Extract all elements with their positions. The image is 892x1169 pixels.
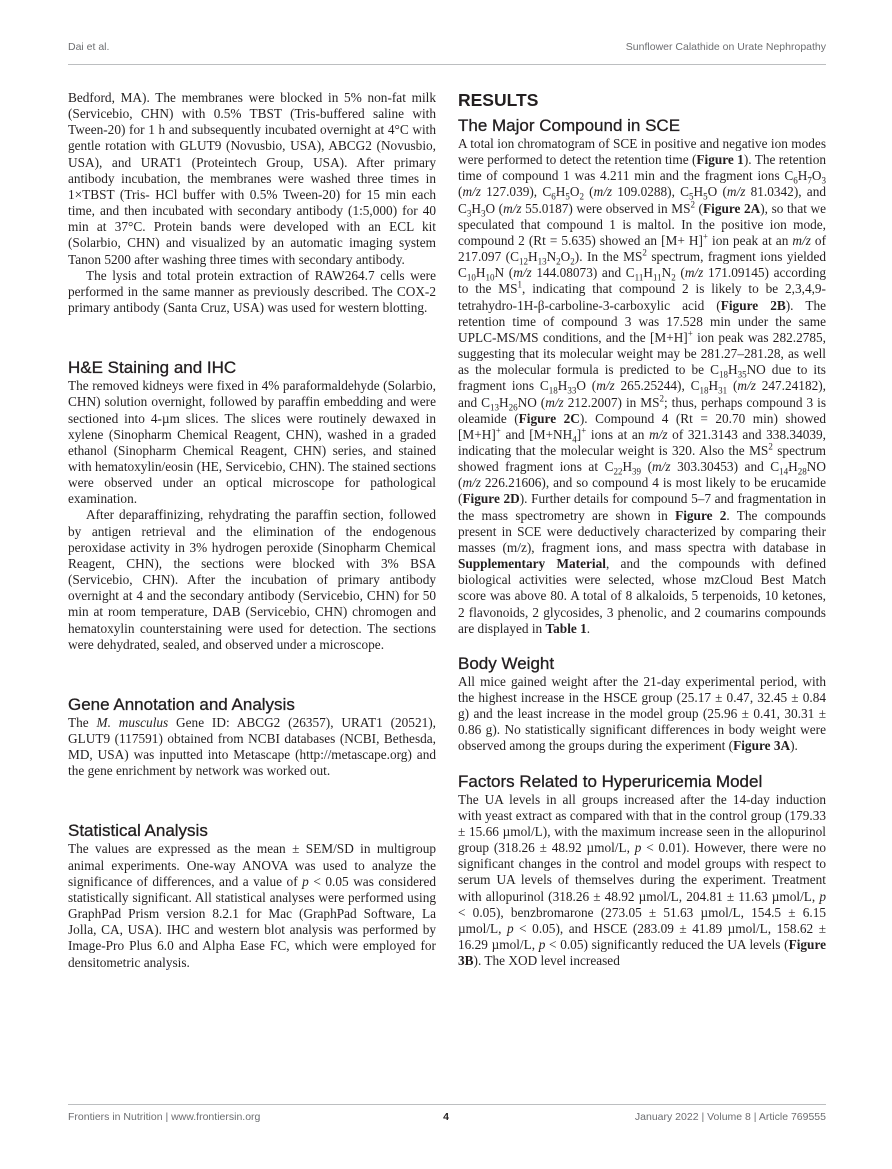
paragraph-he-staining: The removed kidneys were fixed in 4% paraformaldehyde (Solarbio, CHN) solution overnight, followed by paraffin embedding and were sectioned into 4-µm slices. The slices were routinely dewaxed in xylene (Sinopharm Chemical Reagent, CHN), washed in a graded ethanol (Sinopharm Chemical Reagent, CHN) series, and stained with hematoxylin/eosin (HE, Servicebio, CHN). The stained sections were observed under an optical microscope for pathological examination. — [68, 378, 436, 507]
heading-gene-annotation: Gene Annotation and Analysis — [68, 694, 295, 714]
heading-hyperuricemia-factors: Factors Related to Hyperuricemia Model — [458, 771, 763, 791]
footer-citation: January 2022 | Volume 8 | Article 769555 — [634, 1111, 826, 1123]
paragraph-body-weight: All mice gained weight after the 21-day experimental period, with the highest increase in the HSCE group (25.17 ± 0.47, 32.45 ± 0.84 g) and the least increase in the model group (25.96 ± 0.41, 30.31 ± 0.86 g). No statistically significant differences in body weight were observed among the groups during the experiment (Figure 3A). — [458, 673, 826, 754]
page-number: 4 — [443, 1111, 449, 1123]
header-divider — [68, 64, 826, 65]
footer-journal: Frontiers in Nutrition | www.frontiersin.org — [68, 1111, 261, 1123]
heading-major-compound: The Major Compound in SCE — [458, 116, 681, 135]
left-column — [68, 90, 436, 971]
paragraph-raw264-lysis: The lysis and total protein extraction of RAW264.7 cells were performed in the same manner as previously described. The COX-2 primary antibody (Santa Cruz, USA) was used for western blotting. — [68, 267, 436, 316]
heading-results: RESULTS — [458, 90, 539, 110]
heading-statistical-analysis: Statistical Analysis — [68, 821, 208, 841]
paragraph-statistical-analysis: The values are expressed as the mean ± SEM/SD in multigroup animal experiments. One-way ANOVA was used to analyze the significance of differences, and a value of p < 0.05 was considered statistically significant. All statistical analyses were performed using GraphPad Prism version 8.2.1 for Mac (GraphPad Software, La Jolla, CA, USA). IHC and western blot analysis was performed by Image-Pro Plus 6.0 and Alpha Ease FC, which were employed for densitometric analysis. — [68, 841, 437, 970]
paragraph-gene-annotation: The M. musculus Gene ID: ABCG2 (26357), URAT1 (20521), GLUT9 (117591) obtained from NCBI databases (NCBI, Bethesda, MD, USA) was inputted into Metascape (http://metascape.org) and the gene enrichment by network was worked out. — [68, 714, 436, 779]
right-column — [458, 90, 826, 969]
heading-body-weight: Body Weight — [458, 653, 555, 673]
heading-he-staining: H&E Staining and IHC — [68, 358, 237, 378]
paragraph-major-compound: A total ion chromatogram of SCE in positive and negative ion modes were performed to detect the retention time (Figure 1). The retention time of compound 1 was 4.211 min and the fragment ions $C_6H_7O_3$ (m/z 127.039), $C_6H_5O_2$ (m/z 109.0288), $C_5H_5O$ (m/z 81.0342), and $C_3H_3O$ (m/z 55.0187) were observed in $MS^2$ (Figure 2A), so that we speculated that compound 1 is maltol. In the positive ion mode, compound 2 (Rt = 5.635) showed an [M+ H]+ ion peak at an m/z of 217.097 $(C_{12}H_{13}N_2O_2)$. In the $MS^2$ spectrum, fragment ions yielded $C_{10}H_{10}N$ (m/z 144.08073) and $C_{11}H_{11}N_2$ (m/z 171.09145) according to the $MS^1$, indicating that compound 2 is likely to be 2,3,4,9-tetrahydro-1H-β-carboline-3-carboxylic acid (Figure 2B). The retention time of compound 3 was 17.528 min under the same UPLC-MS/MS conditions, and the [M+H]+ ion peak was 282.2785, suggesting that its molecular weight may be 281.27–281.28, as well as the molecular formula is predicted to be $C_{18}H_{35}NO$ due to its fragment ions $C_{18}H_{33}O$ (m/z 265.25244), $C_{18}H_{31}$ (m/z 247.24182), and $C_{13}H_{26}NO$ (m/z 212.2007) in $MS^2$; thus, perhaps compound 3 is oleamide (Figure 2C). Compound 4 (Rt = 20.70 min) showed [M+H]+ and $[M+NH_4]^+$ ions at an m/z of 321.3143 and 338.34039, indicating that the molecular weight is 320. Also the $MS^2$ spectrum showed fragment ions at $C_{22}H_{39}$ (m/z 303.30453) and $C_{14}H_{28}NO$ (m/z 226.21606), and so compound 4 is most likely to be erucamide (Figure 2D). Further details for compound 5–7 and fragmentation in the mass spectrometry are shown in Figure 2. The compounds present in SCE were deductively characterized by comparing their masses (m/z), fragment ions, and mass spectra with database in Supplementary Material, and the compounds with defined biological activities were selected, whose mzCloud Best Match score was above 80. A total of 8 alkaloids, 5 terpenoids, 10 ketones, 2 flavonoids, 2 glycosides, 3 phenolic, and 2 coumarins compounds are displayed in Table 1. — [458, 136, 827, 636]
paragraph-western-blot: Bedford, MA). The membranes were blocked in 5% non-fat milk (Servicebio, CHN) with 0.5% TBST (Tris-buffered saline with Tween-20) for 1 h and subsequently incubated overnight at 4°C with gentle rotation with GLUT9 (Novusbio, USA), ABCG2 (Novusbio, USA), and URAT1 (Proteintech Group, USA). After primary antibody incubation, the membranes were washed three times in 1×TBST (Tris- HCl buffer with 0.5% Tween-20) for 15 min each time, and then incubated with secondary antibody (1:5,000) for 40 min at 37°C. Protein bands were developed with an ECL kit (Solarbio, CHN) and visualized by an automatic imaging system Tanon 5200 after washing three times with secondary antibody. — [68, 90, 436, 267]
paragraph-ihc: After deparaffinizing, rehydrating the paraffin section, followed by antigen retrieval and the elimination of the endogenous peroxidase activity in 3% hydrogen peroxide (Sinopharm Chemical Reagent, CHN), the sections were blocked with 3% BSA (Servicebio, CHN). After the incubation of primary antibody overnight at 4 and the secondary antibody (Servicebio, CHN) for 50 min at room temperature, DAB (Servicebio, CHN) chromogen and hematoxylin counterstaining were used for detection. The sections were dehydrated, sealed, and observed under a microscope. — [68, 507, 436, 652]
running-header-title: Sunflower Calathide on Urate Nephropathy — [625, 41, 826, 53]
running-header-authors: Dai et al. — [68, 41, 110, 53]
paragraph-hyperuricemia-factors: The UA levels in all groups increased after the 14-day induction with yeast extract as compared with that in the control group (179.33 ± 15.66 µmol/L), with the maximum increase seen in the allopurinol group (318.26 ± 48.92 µmol/L, p < 0.01). However, there were no significant changes in the control and model groups with respect to serum UA levels of themselves during the experiment. Treatment with allopurinol (318.26 ± 48.92 µmol/L, 204.81 ± 11.63 µmol/L, p < 0.05), benzbromarone (273.05 ± 51.63 µmol/L, 154.5 ± 6.15 µmol/L, p < 0.05), and HSCE (283.09 ± 41.89 µmol/L, 158.62 ± 16.29 µmol/L, p < 0.05) significantly reduced the UA levels (Figure 3B). The XOD level increased — [458, 791, 827, 969]
footer-divider — [68, 1104, 826, 1105]
